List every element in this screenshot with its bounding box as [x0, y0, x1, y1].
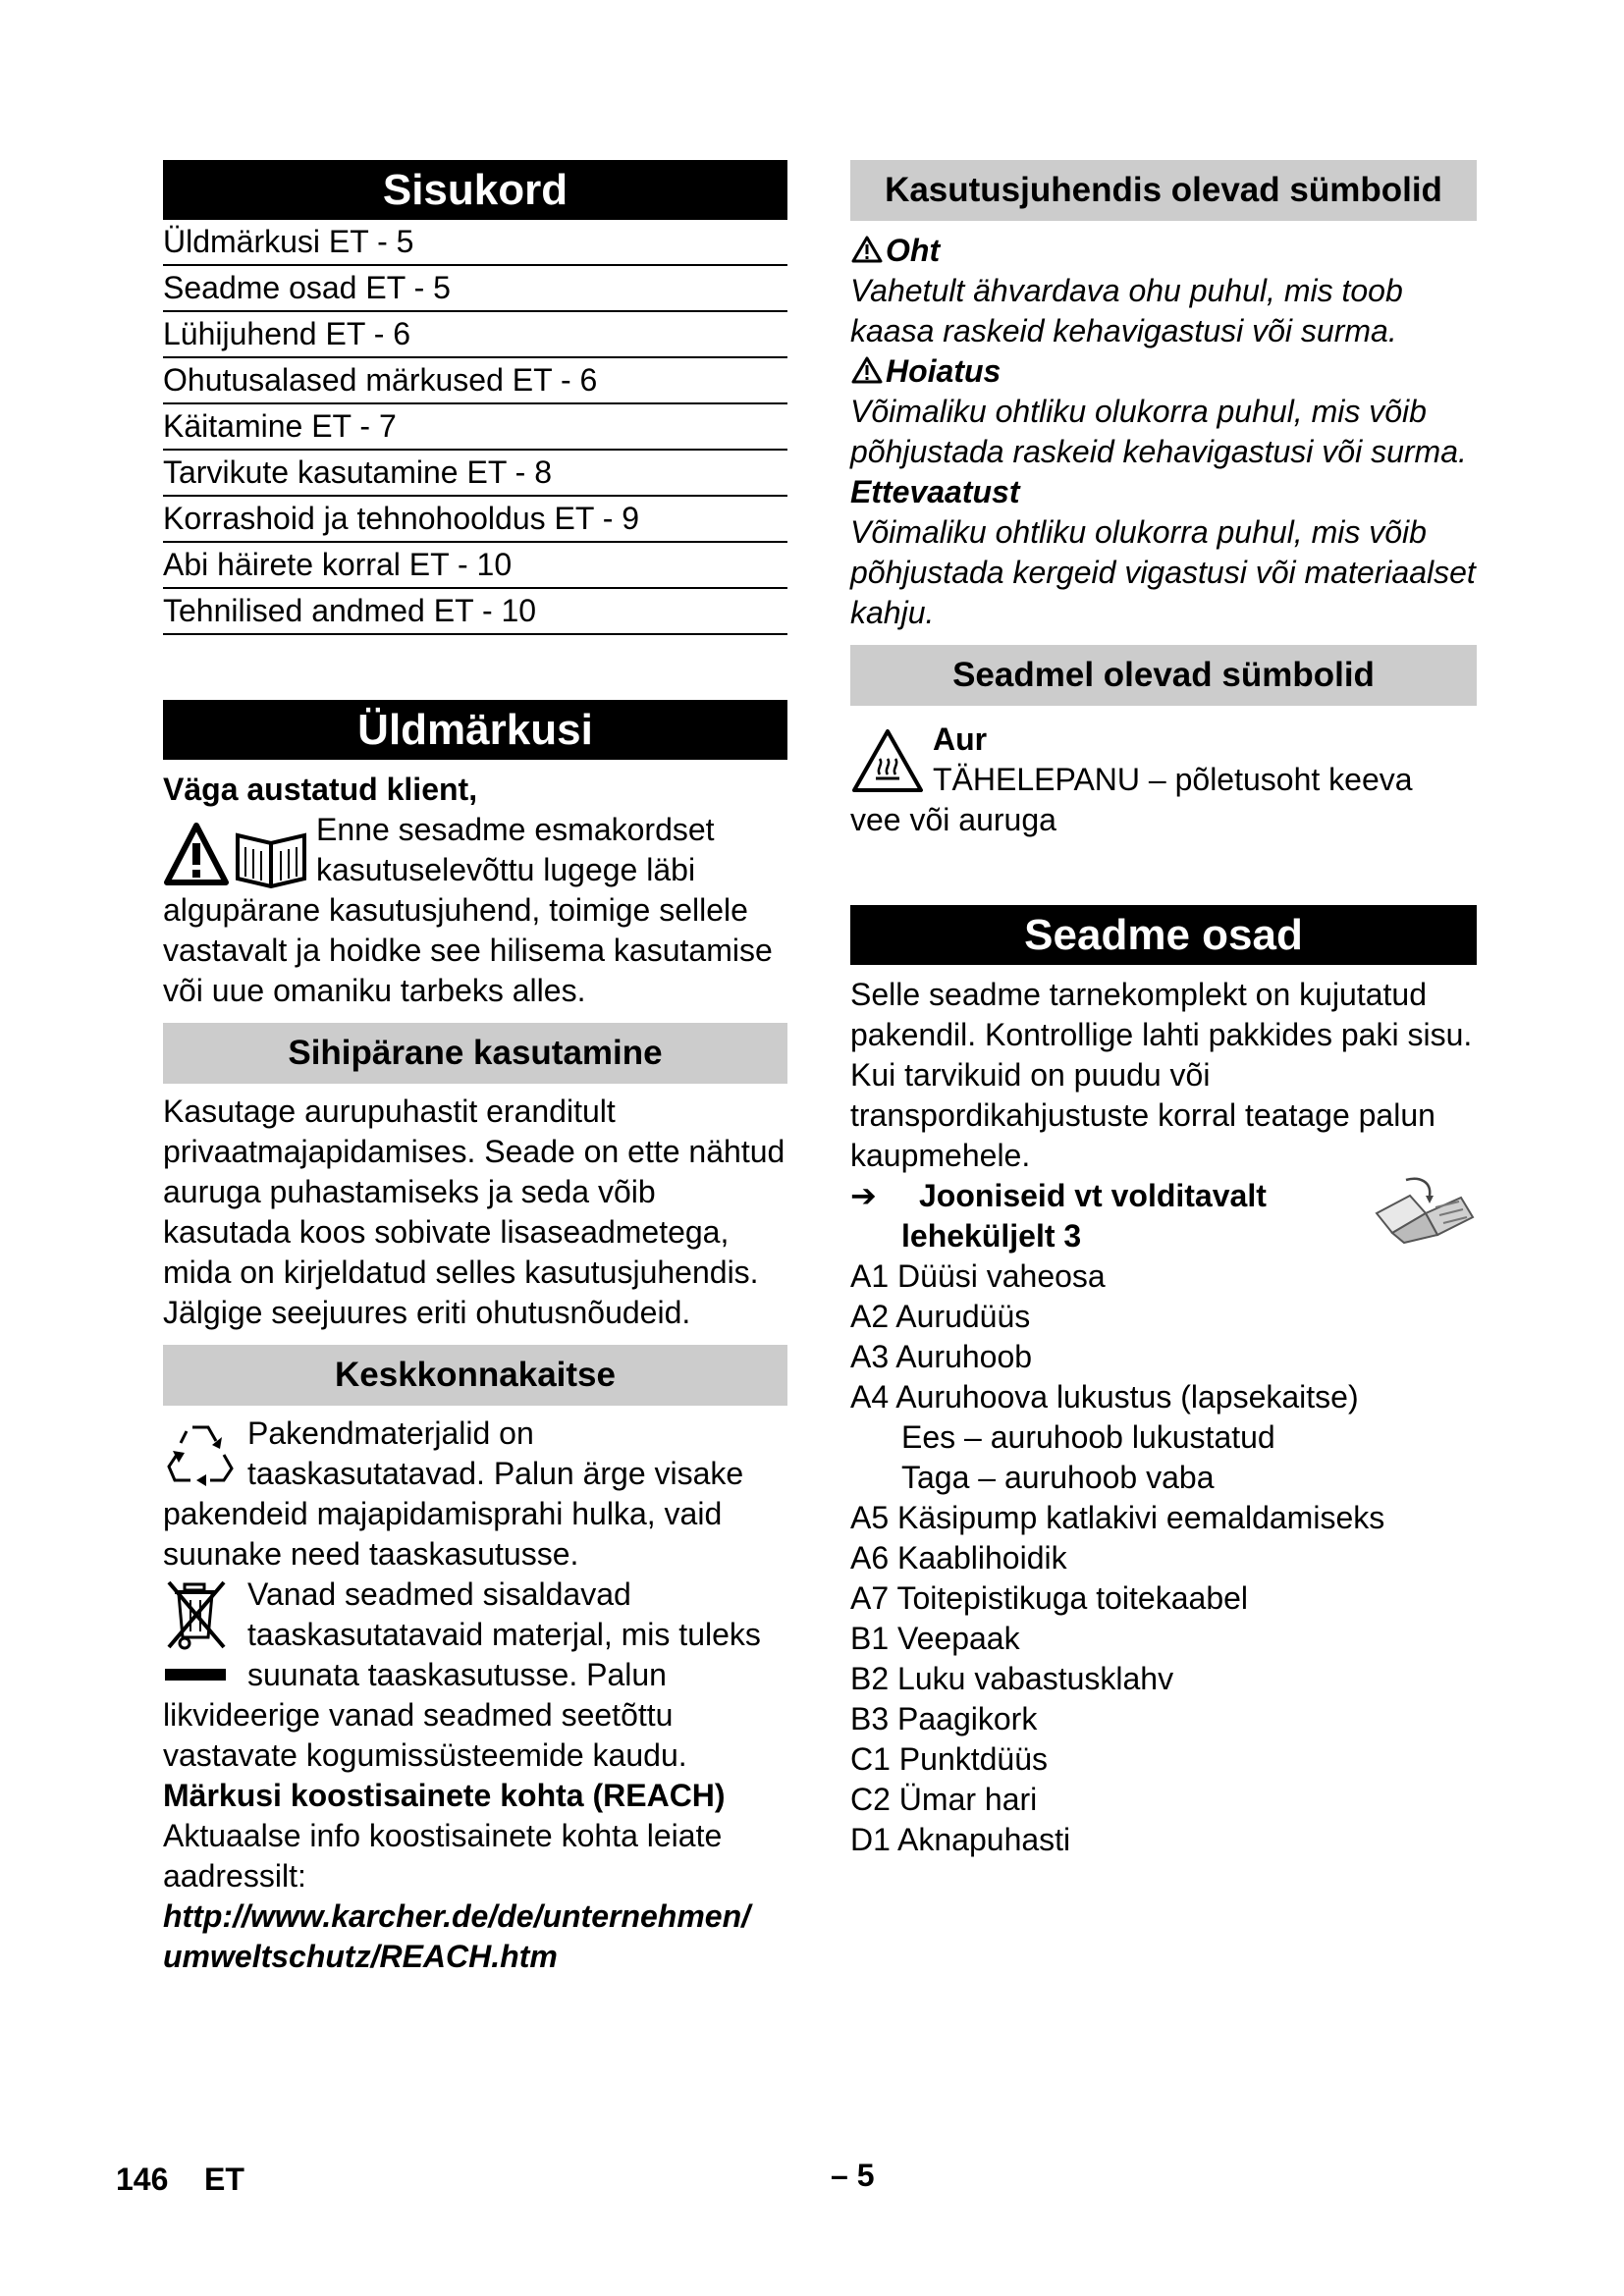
symbols-title: Kasutusjuhendis olevad sümbolid	[850, 160, 1477, 221]
see-figures-line-2: leheküljelt 3	[901, 1218, 1082, 1254]
parts-list-subitem: Ees – auruhoob lukustatud	[901, 1419, 1275, 1455]
toc-item[interactable]: Üldmärkusi ET - 5	[163, 220, 787, 266]
recycling-icon	[163, 1419, 238, 1490]
packaging-block	[163, 1414, 787, 1575]
parts-title: Seadme osad	[850, 905, 1477, 965]
weee-line-2: taaskasutatavaid materjal, mis tuleks	[247, 1617, 761, 1652]
arrow-icon: ➔	[850, 1178, 877, 1213]
parts-list-item: D1 Aknapuhasti	[850, 1822, 1071, 1857]
page-number: 146	[116, 2162, 169, 2197]
steam-text-1: TÄHELEPANU – põletusoht keeva	[933, 762, 1413, 797]
greeting: Väga austatud klient,	[163, 772, 478, 807]
reach-url-line-2[interactable]: umweltschutz/REACH.htm	[163, 1939, 558, 1974]
parts-intro-2: Kui tarvikuid on puudu või transpordikahjustuste korral teatage palun kaupmehele.	[850, 1057, 1435, 1173]
weee-block	[163, 1575, 787, 1776]
warning-triangle-icon	[850, 235, 884, 264]
steam-text-2: vee või auruga	[850, 802, 1056, 837]
warning-triangle-icon	[850, 355, 884, 385]
danger-label: Oht	[886, 233, 941, 268]
parts-list-item: A3 Auruhoob	[850, 1339, 1033, 1374]
toc-item[interactable]: Ohutusalased märkused ET - 6	[163, 358, 787, 404]
general-title: Üldmärkusi	[163, 700, 787, 760]
reach-text: Aktuaalse info koostisainete kohta leiate aadressilt:	[163, 1818, 723, 1894]
right-column	[850, 160, 1477, 1860]
parts-list-item: A5 Käsipump katlakivi eemaldamiseks	[850, 1500, 1385, 1535]
toc-item[interactable]: Tehnilised andmed ET - 10	[163, 589, 787, 635]
parts-list-item: C1 Punktdüüs	[850, 1741, 1049, 1777]
device-symbols-title: Seadmel olevad sümbolid	[850, 645, 1477, 706]
warning-title	[850, 351, 1477, 392]
weee-line-3: suunata taaskasutusse. Palun	[247, 1657, 667, 1692]
danger-title	[850, 231, 1477, 271]
toc-item[interactable]: Korrashoid ja tehnohooldus ET - 9	[163, 497, 787, 543]
steam-title: Aur	[933, 721, 988, 757]
parts-list-item: A2 Aurudüüs	[850, 1299, 1031, 1334]
parts-list-item: A4 Auruhoova lukustus (lapsekaitse)	[850, 1379, 1359, 1415]
table-of-contents	[163, 220, 787, 635]
intended-use-title: Sihipärane kasutamine	[163, 1023, 787, 1084]
reach-url-line-1[interactable]: http://www.karcher.de/de/unternehmen/	[163, 1898, 751, 1934]
read-manual-icon	[163, 814, 310, 888]
steam-block	[850, 720, 1477, 840]
foldout-page-icon	[1371, 1174, 1477, 1245]
reach-link[interactable]	[163, 1896, 787, 1977]
toc-item[interactable]: Käitamine ET - 7	[163, 404, 787, 451]
see-figures-line-1: Jooniseid vt volditavalt	[919, 1178, 1267, 1213]
weee-line-1: Vanad seadmed sisaldavad	[247, 1576, 631, 1612]
environment-title: Keskkonnakaitse	[163, 1345, 787, 1406]
weee-bin-icon	[163, 1576, 238, 1692]
steam-hazard-icon	[850, 725, 925, 794]
reach-title: Märkusi koostisainete kohta (REACH)	[163, 1778, 726, 1813]
parts-list	[850, 1256, 1477, 1860]
parts-list-item: B3 Paagikork	[850, 1701, 1038, 1736]
intro-line-1: Enne sesadme esmakordset	[316, 812, 715, 847]
parts-list-item: A7 Toitepistikuga toitekaabel	[850, 1580, 1249, 1616]
parts-list-item: C2 Ümar hari	[850, 1782, 1038, 1817]
toc-title: Sisukord	[163, 160, 787, 220]
parts-list-item: B2 Luku vabastusklahv	[850, 1661, 1174, 1696]
packaging-line-2: taaskasutatavad. Palun ärge visake pakendeid majapidamisprahi hulka, vaid suunake need taaskasutusse.	[163, 1456, 744, 1572]
danger-text: Vahetult ähvardava ohu puhul, mis toob kaasa raskeid kehavigastusi või surma.	[850, 273, 1403, 348]
caution-text: Võimaliku ohtliku olukorra puhul, mis võib põhjustada kergeid vigastusi või materiaalset kahju.	[850, 514, 1476, 630]
intro-line-3: algupärane kasutusjuhend, toimige sellele vastavalt ja hoidke see hilisema kasutamise või uue omaniku tarbeks alles.	[163, 892, 773, 1008]
toc-item[interactable]: Seadme osad ET - 5	[163, 266, 787, 312]
parts-list-item: A1 Düüsi vaheosa	[850, 1258, 1106, 1294]
intro-line-2: kasutuselevõttu lugege läbi	[316, 852, 696, 887]
footer-language: ET	[204, 2162, 244, 2197]
toc-item[interactable]: Tarvikute kasutamine ET - 8	[163, 451, 787, 497]
weee-line-4: likvideerige vanad seadmed seetõttu vastavate kogumissüsteemide kaudu.	[163, 1697, 687, 1773]
caution-title: Ettevaatust	[850, 474, 1020, 509]
see-figures-note	[850, 1176, 1477, 1256]
page-reference: – 5	[831, 2158, 875, 2193]
intended-use-text: Kasutage aurupuhastit eranditult privaatmajapidamises. Seade on ette nähtud auruga puhastamiseks ja seda võib kasutada koos sobivate lisaseadmetega, mida on kirjeldatud selles kasutusjuhendis. Jälgige seejuures eriti ohutusnõudeid.	[163, 1094, 785, 1330]
intro-block	[163, 810, 787, 1011]
warning-label: Hoiatus	[886, 353, 1001, 389]
toc-item[interactable]: Abi häirete korral ET - 10	[163, 543, 787, 589]
parts-list-item: A6 Kaablihoidik	[850, 1540, 1067, 1575]
packaging-line-1: Pakendmaterjalid on	[247, 1415, 534, 1451]
parts-list-subitem: Taga – auruhoob vaba	[901, 1460, 1215, 1495]
left-column	[163, 160, 787, 1977]
toc-item[interactable]: Lühijuhend ET - 6	[163, 312, 787, 358]
warning-text: Võimaliku ohtliku olukorra puhul, mis võib põhjustada raskeid kehavigastusi või surma.	[850, 394, 1467, 469]
parts-list-item: B1 Veepaak	[850, 1621, 1020, 1656]
parts-intro-1: Selle seadme tarnekomplekt on kujutatud pakendil. Kontrollige lahti pakkides paki sisu.	[850, 977, 1473, 1052]
